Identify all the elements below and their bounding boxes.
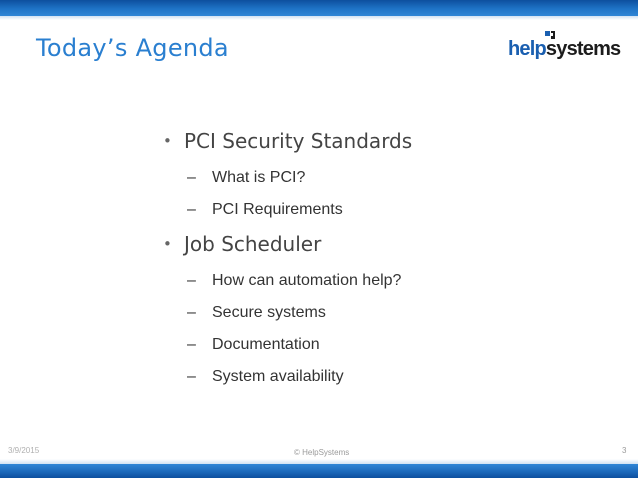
agenda-item [163,126,603,156]
agenda-subitem-text: What is PCI? [212,169,306,186]
agenda-subitem [163,361,603,393]
slide-title: Today’s Agenda [36,34,229,62]
agenda-subitem [163,297,603,329]
dash-icon: – [187,336,196,353]
logo-wordmark [508,38,620,60]
agenda-subitem-text: Documentation [212,336,320,353]
helpsystems-logo [508,34,620,64]
agenda-subitem-text: Secure systems [212,304,326,321]
dash-icon: – [187,272,196,289]
agenda-subitem-text: How can automation help? [212,272,402,289]
agenda-subitem [163,265,603,297]
dash-icon: – [187,169,196,186]
logo-text-help: help [508,38,546,60]
top-header-bar [0,0,638,16]
dash-icon: – [187,368,196,385]
agenda-item [163,229,603,259]
agenda-subitem [163,194,603,226]
top-header-bar-shadow [0,16,638,20]
logo-text-systems: systems [545,38,621,60]
bottom-footer-bar [0,464,638,478]
agenda-subitem-text: PCI Requirements [212,201,343,218]
bullet-icon: • [163,132,172,150]
agenda-item-text: Job Scheduler [184,232,322,256]
bullet-icon: • [163,235,172,253]
dash-icon: – [187,304,196,321]
footer-copyright: © HelpSystems [294,448,350,457]
dash-icon: – [187,201,196,218]
agenda-subitem [163,329,603,361]
agenda-item-text: PCI Security Standards [184,129,413,153]
footer-date: 3/9/2015 [8,446,40,455]
agenda-list [163,126,603,393]
agenda-subitem [163,162,603,194]
footer-page-number: 3 [622,446,627,455]
agenda-subitem-text: System availability [212,368,344,385]
